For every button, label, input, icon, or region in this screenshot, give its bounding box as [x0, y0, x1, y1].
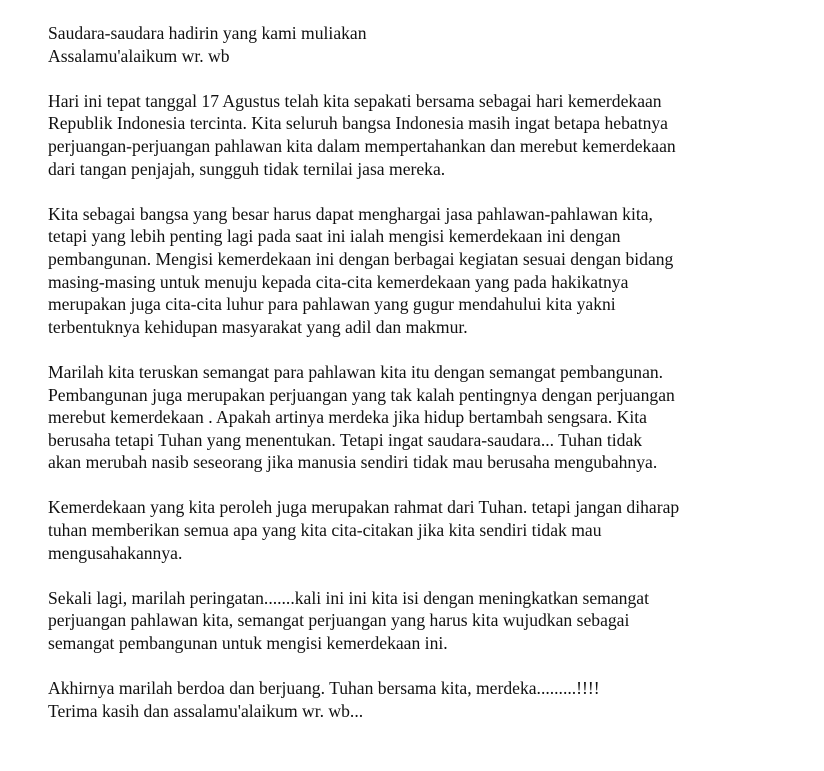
closing-paragraph: [48, 677, 818, 722]
paragraph-honor-heroes: [48, 203, 818, 339]
text-line: Republik Indonesia tercinta. Kita seluruh bangsa Indonesia masih ingat betapa hebatnya: [48, 113, 668, 134]
paragraph-grace-of-god: [48, 496, 818, 564]
text-line: Marilah kita teruskan semangat para pahlawan kita itu dengan semangat pembangunan.: [48, 361, 664, 382]
text-line: Pembangunan juga merupakan perjuangan yang tak kalah pentingnya dengan perjuangan: [48, 384, 675, 405]
paragraph-development: [48, 361, 818, 474]
text-line: akan merubah nasib seseorang jika manusia sendiri tidak mau berusaha mengubahnya.: [48, 452, 658, 473]
speech-document: [48, 22, 818, 745]
text-line: Kita sebagai bangsa yang besar harus dapat menghargai jasa pahlawan-pahlawan kita,: [48, 203, 653, 224]
greeting-paragraph: [48, 22, 818, 67]
text-line: dari tangan penjajah, sungguh tidak ternilai jasa mereka.: [48, 158, 446, 179]
text-line: merebut kemerdekaan . Apakah artinya merdeka jika hidup bertambah sengsara. Kita: [48, 407, 647, 428]
text-line: berusaha tetapi Tuhan yang menentukan. Tetapi ingat saudara-saudara... Tuhan tidak: [48, 429, 643, 450]
text-line: pembangunan. Mengisi kemerdekaan ini dengan berbagai kegiatan sesuai dengan bidang: [48, 248, 674, 269]
text-line: Saudara-saudara hadirin yang kami muliakan: [48, 23, 367, 43]
text-line: Terima kasih dan assalamu'alaikum wr. wb...: [48, 700, 364, 721]
text-line: Hari ini tepat tanggal 17 Agustus telah kita sepakati bersama sebagai hari kemerdekaan: [48, 90, 662, 111]
text-line: perjuangan pahlawan kita, semangat perjuangan yang harus kita wujudkan sebagai: [48, 610, 630, 631]
text-line: semangat pembangunan untuk mengisi kemerdekaan ini.: [48, 633, 448, 654]
text-line: Kemerdekaan yang kita peroleh juga merupakan rahmat dari Tuhan. tetapi jangan diharap: [48, 497, 680, 518]
text-line: tetapi yang lebih penting lagi pada saat ini ialah mengisi kemerdekaan ini dengan: [48, 226, 621, 247]
text-line: masing-masing untuk menuju kepada cita-cita kemerdekaan yang pada hakikatnya: [48, 271, 629, 292]
text-line: terbentuknya kehidupan masyarakat yang adil dan makmur.: [48, 316, 468, 337]
text-line: Akhirnya marilah berdoa dan berjuang. Tuhan bersama kita, merdeka.........!!!!: [48, 678, 600, 699]
text-line: perjuangan-perjuangan pahlawan kita dalam mempertahankan dan merebut kemerdekaan: [48, 135, 676, 156]
text-line: tuhan memberikan semua apa yang kita cita-citakan jika kita sendiri tidak mau: [48, 520, 602, 541]
text-line: merupakan juga cita-cita luhur para pahlawan yang gugur mendahului kita yakni: [48, 294, 616, 315]
paragraph-independence-day: [48, 90, 818, 180]
paragraph-commemoration: [48, 587, 818, 655]
text-line: mengusahakannya.: [48, 542, 183, 563]
text-line: Assalamu'alaikum wr. wb: [48, 45, 230, 66]
text-line: Sekali lagi, marilah peringatan.......kali ini ini kita isi dengan meningkatkan semangat: [48, 587, 649, 608]
